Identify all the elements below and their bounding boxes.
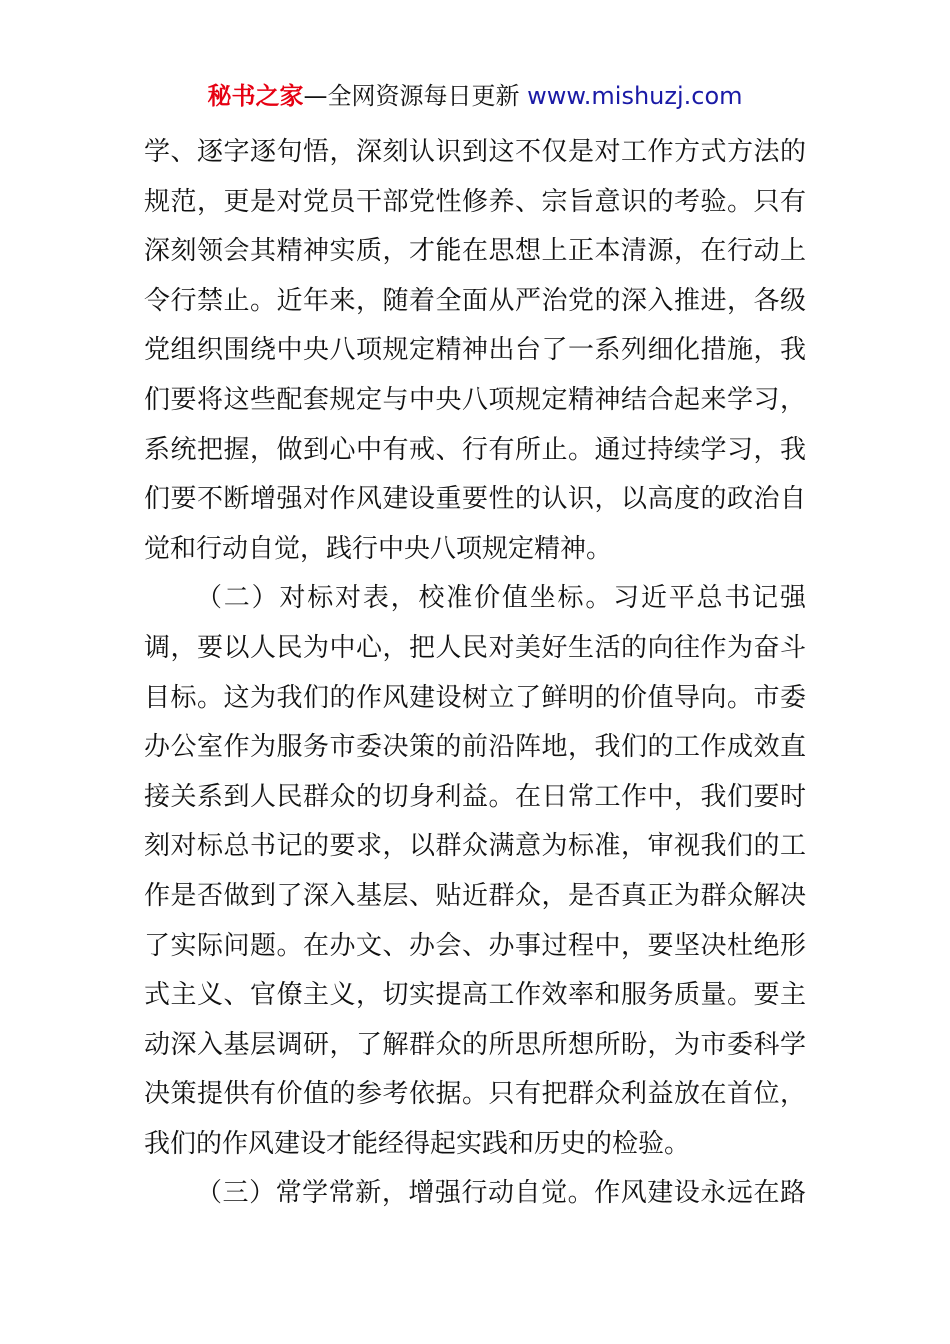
text-line: 办公室作为服务市委决策的前沿阵地，我们的工作成效直 [144, 732, 806, 763]
text-line: 决策提供有价值的参考依据。只有把群众利益放在首位， [144, 1079, 806, 1110]
text-line: 学、逐字逐句悟，深刻认识到这不仅是对工作方式方法的 [144, 137, 806, 167]
brand-name: 秘书之家 [207, 82, 304, 110]
page-header [0, 80, 950, 112]
text-line: 深刻领会其精神实质，才能在思想上正本清源，在行动上 [144, 236, 806, 267]
text-line: 动深入基层调研，了解群众的所思所想所盼，为市委科学 [144, 1029, 806, 1060]
text-line: 式主义、官僚主义，切实提高工作效率和服务质量。要主 [144, 980, 806, 1011]
text-line: 作是否做到了深入基层、贴近群众，是否真正为群众解决 [144, 880, 806, 911]
document-body [144, 128, 806, 1219]
text-line: 调，要以人民为中心，把人民对美好生活的向往作为奋斗 [144, 632, 806, 663]
header-tagline: —全网资源每日更新 [303, 82, 520, 110]
text-line: 令行禁止。近年来，随着全面从严治党的深入推进，各级 [144, 285, 806, 316]
section-heading-line: （二）对标对表，校准价值坐标。习近平总书记强 [196, 583, 806, 614]
text-line: 我们的作风建设才能经得起实践和历史的检验。 [144, 1128, 691, 1159]
text-line: 目标。这为我们的作风建设树立了鲜明的价值导向。市委 [144, 682, 806, 713]
text-line: 党组织围绕中央八项规定精神出台了一系列细化措施，我 [144, 335, 806, 366]
text-line: 系统把握，做到心中有戒、行有所止。通过持续学习，我 [144, 434, 806, 465]
text-line: 们要将这些配套规定与中央八项规定精神结合起来学习， [144, 384, 806, 415]
text-line: 们要不断增强对作风建设重要性的认识，以高度的政治自 [144, 484, 806, 515]
header-url-link[interactable]: www.mishuzj.com [527, 82, 743, 110]
text-line: 觉和行动自觉，践行中央八项规定精神。 [144, 533, 613, 564]
text-line: 接关系到人民群众的切身利益。在日常工作中，我们要时 [144, 781, 806, 812]
text-line: 刻对标总书记的要求，以群众满意为标准，审视我们的工 [144, 831, 806, 862]
section-heading-line: （三）常学常新，增强行动自觉。作风建设永远在路 [196, 1178, 806, 1209]
text-line: 了实际问题。在办文、办会、办事过程中，要坚决杜绝形 [144, 930, 806, 961]
text-line: 规范，更是对党员干部党性修养、宗旨意识的考验。只有 [144, 186, 806, 217]
